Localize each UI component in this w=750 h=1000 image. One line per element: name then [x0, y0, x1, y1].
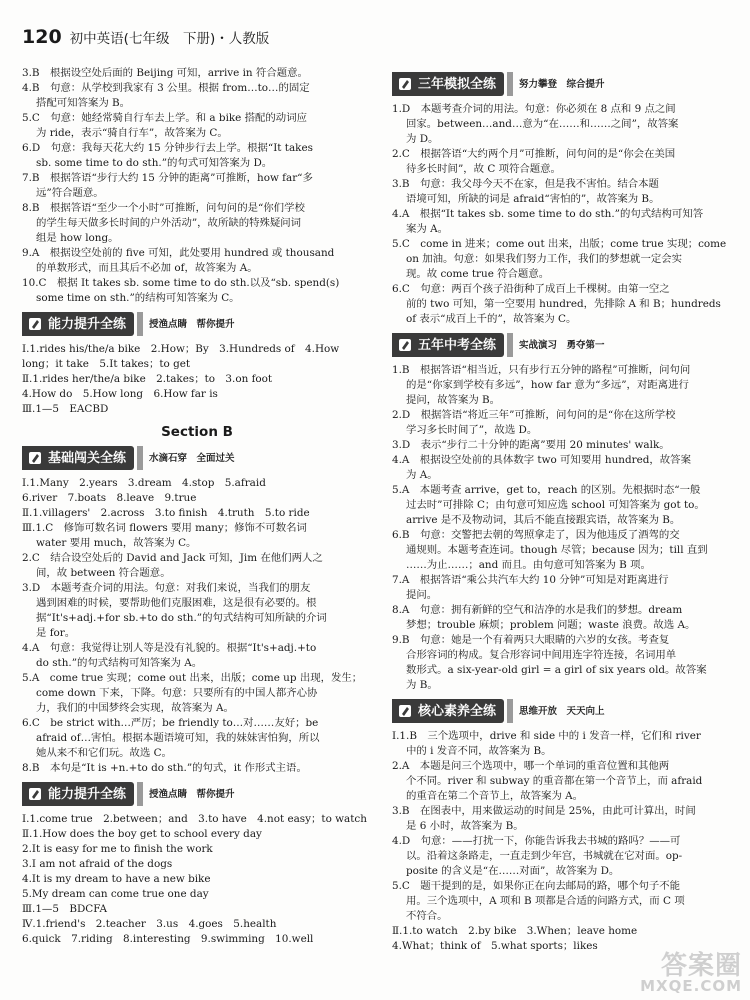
banner-title — [22, 312, 134, 336]
answer-line: 5.C 句意：她经常骑自行车去上学。和 a bike 搭配的动词应 — [22, 112, 307, 124]
section-banner — [392, 72, 732, 96]
answer-line: 是 for。 — [36, 627, 76, 639]
banner-title — [22, 446, 134, 470]
answer-item — [392, 453, 732, 483]
answer-line: 是 6 小时，故答案为 B。 — [406, 820, 524, 832]
answer-line: 6.B 句意：交警把去朝的驾照拿走了，因为他违反了酒驾的交 — [392, 529, 680, 541]
answer-line: 10.C 根据 It takes sb. some time to do sth.以及“sb. spend(s) — [22, 277, 340, 289]
ability-b-line: Ⅱ.1.How does the boy get to school every day — [22, 828, 262, 840]
ability-a-line: Ⅰ.1.rides his/the/a bike 2.How；By 3.Hundreds of 4.How — [22, 343, 340, 355]
pencil-icon — [28, 451, 42, 465]
answer-item — [22, 581, 372, 641]
banner-accent — [507, 72, 513, 96]
banner-accent — [507, 333, 513, 357]
basic-b-line: Ⅱ.1.villagers' 2.across 3.to finish 4.truth 5.to ride — [22, 507, 310, 519]
watermark — [640, 953, 742, 994]
ability-b-line: 3.I am not afraid of the dogs — [22, 858, 173, 870]
answer-item — [22, 66, 372, 81]
banner-accent — [137, 312, 143, 336]
answer-item — [392, 633, 732, 693]
ability-a-line: long；it take 5.It takes；to get — [22, 358, 191, 370]
ability-b-line: 2.It is easy for me to finish the work — [22, 843, 213, 855]
ability-b-line: 6.quick 7.riding 8.interesting 9.swimming 10.well — [22, 933, 314, 945]
banner-title — [392, 333, 504, 357]
answer-item — [22, 641, 372, 671]
answer-line: Ⅲ.1.C 修饰可数名词 flowers 要用 many；修饰不可数名词 — [22, 522, 307, 534]
ability-a-line: 4.How do 5.How long 6.How far is — [22, 388, 218, 400]
answer-line: 4.What；think of 5.what sports；likes — [392, 940, 598, 952]
answer-line: 1.B 根据答语“相当近，只有步行五分钟的路程”可推断，问句问 — [392, 364, 691, 376]
answer-line: 搭配可知答案为 B。 — [36, 97, 131, 109]
answer-item — [22, 716, 372, 761]
answer-line: 3.B 根据设空处后面的 Beijing 可知，arrive in 符合题意。 — [22, 67, 308, 79]
answer-item — [22, 171, 372, 201]
basic-b-answers-block — [22, 521, 372, 776]
banner-title-text: 五年中考全练 — [418, 337, 497, 353]
answer-line: 前的 two 可知，第一空要用 hundred，先排除 A 和 B；hundreds — [406, 298, 721, 310]
banner-title-text: 基础闯关全练 — [48, 450, 127, 466]
answer-line: 4.B 句意：从学校到我家有 3 公里。根据 from…to…的固定 — [22, 82, 310, 94]
answer-line: 3.B 句意：我父母今天不在家，但是我不害怕。结合本题 — [392, 178, 659, 190]
answer-line: afraid of…害怕。根据本题语境可知，我的妹妹害怕狗，所以 — [36, 732, 320, 744]
answer-item — [392, 237, 732, 282]
answer-line: 回家。between…and…意为“在……和……之间”，故答案 — [406, 118, 679, 130]
answer-line: 远”符合题意。 — [36, 187, 104, 199]
section-b-heading: Section B — [161, 424, 233, 440]
answer-line: 7.A 根据答语“乘公共汽车大约 10 分钟”可知是对距离进行 — [392, 574, 669, 586]
banner-subtitle: 授渔点睛 帮你提升 — [149, 788, 235, 800]
ability-b-line: 4.It is my dream to have a new bike — [22, 873, 211, 885]
section-banner — [22, 446, 372, 470]
pencil-icon — [398, 77, 412, 91]
answer-item — [392, 483, 732, 528]
answer-item — [22, 761, 372, 776]
answer-line: 中的 i 发音不同，故答案为 B。 — [406, 745, 552, 757]
answer-line: arrive 是不及物动词，其后不能直接跟宾语，故答案为 B。 — [406, 514, 681, 526]
three-year-block — [392, 102, 732, 327]
answer-line: 为 B。 — [406, 679, 438, 691]
answer-line: 的重音在第二个音节上，故答案为 A。 — [406, 790, 584, 802]
answer-line: 梦想；trouble 麻烦；problem 问题；waste 浪费。故选 A。 — [406, 619, 696, 631]
answer-line: some time on sth.”的结构可知答案为 C。 — [36, 292, 240, 304]
answer-line: 以。沿着这条路走，一直走到少年宫，书城就在它对面。op- — [406, 850, 683, 862]
answer-item — [22, 141, 372, 171]
answer-line: 5.A 本题考查 arrive，get to，reach 的区别。先根据时态“一般 — [392, 484, 701, 496]
answer-line: 5.A come true 实现；come out 出来，出版；come up 出现，发生； — [22, 672, 363, 684]
answer-line: 的是“你家到学校有多远”，how far 意为“多远”，对距离进行 — [406, 379, 689, 391]
banner-title — [22, 782, 134, 806]
answer-line: 为 D。 — [406, 133, 439, 145]
answer-line: 8.B 根据答语“至少一个小时”可推断，问句问的是“你们学校 — [22, 202, 305, 214]
left-column — [22, 66, 372, 947]
answer-line: 5.C 题干提到的是，如果你正在向去邮局的路，哪个句子不能 — [392, 880, 681, 892]
answer-line: sb. some time to do sth.”的句式可知答案为 D。 — [36, 157, 273, 169]
answer-line: 过去时”可排除 C；由句意可知应选 school 可知答案为 got to。 — [406, 499, 705, 511]
answer-line: Ⅰ.1.B 三个选项中，drive 和 side 中的 i 发音一样，它们和 river — [392, 730, 701, 742]
answer-line: 案为 A。 — [406, 223, 448, 235]
answer-line: come down 下来，下降。句意：只要所有的中国人都齐心协 — [36, 687, 318, 699]
answer-line: 1.D 本题考查介词的用法。句意：你必须在 8 点和 9 点之间 — [392, 103, 676, 115]
answer-line: 语境可知，所缺的词是 afraid“害怕的”，故答案为 B。 — [406, 193, 660, 205]
section-banner — [22, 782, 372, 806]
banner-subtitle: 努力攀登 综合提升 — [519, 78, 605, 90]
answer-item — [392, 834, 732, 879]
answer-line: 9.B 句意：她是一个有着两只大眼睛的六岁的女孩。考查复 — [392, 634, 670, 646]
banner-title — [392, 699, 504, 723]
answer-item — [392, 102, 732, 147]
answer-line: ……为止……；and 而且。由句意可知答案为 B 项。 — [406, 559, 651, 571]
banner-title — [392, 72, 504, 96]
banner-accent — [137, 446, 143, 470]
ability-b-line: Ⅲ.1—5 BDCFA — [22, 903, 108, 915]
right-column — [392, 66, 732, 954]
answer-line: 为 ride，表示“骑自行车”，故答案为 C。 — [36, 127, 228, 139]
answer-line: do sth.”的句式结构可知答案为 A。 — [36, 657, 203, 669]
watermark-url: MXQE.COM — [640, 977, 742, 995]
answer-line: 现。故 come true 符合题意。 — [406, 268, 550, 280]
book-title: 初中英语(七年级 下册)・人教版 — [69, 31, 270, 47]
answer-item — [392, 438, 732, 453]
answer-line: 3.D 表示“步行二十分钟的距离”要用 20 minutes' walk。 — [392, 439, 670, 451]
banner-subtitle: 水滴石穿 全面过关 — [149, 452, 235, 464]
answer-line: 间，故 between 符合题意。 — [36, 567, 171, 579]
core-literacy-block — [392, 729, 732, 954]
basic-b-line: 6.river 7.boats 8.leave 9.true — [22, 492, 197, 504]
banner-title-text: 能力提升全练 — [48, 316, 127, 332]
answer-item — [392, 603, 732, 633]
banner-title-text: 核心素养全练 — [418, 703, 497, 719]
answer-item — [392, 363, 732, 408]
answer-line: 6.C 句意：两百个孩子沿街种了成百上千棵树。由第一空之 — [392, 283, 670, 295]
section-banner — [392, 699, 732, 723]
answer-line: 提问，故答案为 B。 — [406, 394, 501, 406]
answer-line: 6.D 句意：我每天花大约 15 分钟步行去上学。根据“It takes — [22, 142, 313, 154]
answer-item — [22, 551, 372, 581]
answer-line: 组是 how long。 — [36, 232, 119, 244]
answer-line: 2.D 根据答语“将近三年”可推断，问句问的是“你在这所学校 — [392, 409, 676, 421]
basic-b-block — [22, 476, 372, 521]
answer-line: 力，我们的中国梦终会实现，故答案为 A。 — [36, 702, 234, 714]
section-a-answers-block — [22, 66, 372, 306]
answer-line: posite 的含义是“在……对面”，故答案为 D。 — [406, 865, 620, 877]
answer-line: 不符合。 — [406, 910, 448, 922]
answer-item — [392, 528, 732, 573]
answer-item — [392, 729, 732, 759]
answer-item — [22, 246, 372, 276]
answer-line: 6.C be strict with…严厉；be friendly to…对……友好；be — [22, 717, 319, 729]
answer-line: 9.A 根据设空处前的 five 可知，此处要用 hundred 或 thousand — [22, 247, 335, 259]
answer-line: 数形式。a six-year-old girl = a girl of six years old。故答案 — [406, 664, 707, 676]
answer-item — [392, 879, 732, 924]
answer-item — [22, 276, 372, 306]
answer-line: 4.A 句意：我觉得让别人等是没有礼貌的。根据“It's+adj.+to — [22, 642, 317, 654]
answer-line: 2.C 结合设空处后的 David and Jack 可知，Jim 在他们两人之 — [22, 552, 323, 564]
five-year-block — [392, 363, 732, 693]
answer-line: 的单数形式，而且其后不必加 of，故答案为 A。 — [36, 262, 258, 274]
answer-line: 遇到困难的时候，要帮助他们克服困难，这是很有必要的。根 — [36, 597, 317, 609]
answer-item — [392, 177, 732, 207]
ability-b-line: Ⅰ.1.come true 2.between；and 3.to have 4.not easy；to watch — [22, 813, 367, 825]
banner-accent — [507, 699, 513, 723]
answer-line: 用。三个选项中，A 项和 B 项都是合适的问路方式，而 C 项 — [406, 895, 685, 907]
answer-line: 待多长时间”，故 C 项符合题意。 — [406, 163, 561, 175]
answer-line: 通规则。本题考查连词。though 尽管；because 因为；till 直到 — [406, 544, 708, 556]
ability-b-line: Ⅳ.1.friend's 2.teacher 3.us 4.goes 5.health — [22, 918, 277, 930]
answer-item — [392, 408, 732, 438]
answer-line: 4.A 根据设空处前的具体数字 two 可知要用 hundred，故答案 — [392, 454, 691, 466]
pencil-icon — [398, 338, 412, 352]
answer-item — [22, 671, 372, 716]
banner-subtitle: 授渔点睛 帮你提升 — [149, 318, 235, 330]
ability-b-block — [22, 812, 372, 947]
answer-line: 5.C come in 进来；come out 出来，出版；come true 实现；come — [392, 238, 727, 250]
answer-line: 2.A 本题是问三个选项中，哪一个单词的重音位置和其他两 — [392, 760, 670, 772]
answer-line: 个不同。river 和 subway 的重音都在第一个音节上，而 afraid — [406, 775, 703, 787]
banner-subtitle: 思维开放 天天向上 — [519, 705, 605, 717]
answer-line: 据“It's+adj.+for sb.+to do sth.”的句式结构可知所缺的介词 — [36, 612, 327, 624]
ability-b-line: 5.My dream can come true one day — [22, 888, 209, 900]
answer-line: 4.A 根据“It takes sb. some time to do sth.”的句式结构可知答 — [392, 208, 704, 220]
pencil-icon — [398, 704, 412, 718]
banner-subtitle: 实战演习 勇夺第一 — [519, 339, 605, 351]
answer-line: 3.D 本题考查介词的用法。句意：对我们来说，当我们的朋友 — [22, 582, 311, 594]
answer-item — [22, 201, 372, 246]
basic-b-line: Ⅰ.1.Many 2.years 3.dream 4.stop 5.afraid — [22, 477, 266, 489]
answer-item — [22, 111, 372, 141]
answer-item — [392, 207, 732, 237]
answer-item — [392, 924, 732, 939]
ability-a-line: Ⅱ.1.rides her/the/a bike 2.takes；to 3.on foot — [22, 373, 273, 385]
banner-title-text: 三年模拟全练 — [418, 76, 497, 92]
answer-line: water 要用 much，故答案为 C。 — [36, 537, 197, 549]
answer-line: 7.B 根据答语“步行大约 15 分钟的距离”可推断，how far“多 — [22, 172, 313, 184]
page-header — [22, 26, 270, 58]
answer-line: 2.C 根据答语“大约两个月”可推断，问句问的是“你会在美国 — [392, 148, 676, 160]
answer-line: 的学生每天做多长时间的户外活动”，故所缺的特殊疑问词 — [36, 217, 302, 229]
answer-item — [392, 573, 732, 603]
answer-item — [392, 282, 732, 327]
answer-line: Ⅱ.1.to watch 2.by bike 3.When；leave home — [392, 925, 638, 937]
watermark-title: 答案圈 — [660, 951, 742, 981]
answer-item — [392, 804, 732, 834]
pencil-icon — [28, 787, 42, 801]
page-number: 120 — [22, 26, 62, 48]
answer-line: 4.D 句意：——打扰一下，你能告诉我去书城的路吗？——可 — [392, 835, 681, 847]
ability-a-block — [22, 342, 372, 417]
answer-line: 8.A 句意：拥有新鲜的空气和洁净的水是我们的梦想。dream — [392, 604, 683, 616]
banner-accent — [137, 782, 143, 806]
section-banner — [22, 312, 372, 336]
pencil-icon — [28, 317, 42, 331]
banner-title-text: 能力提升全练 — [48, 786, 127, 802]
answer-line: 为 A。 — [406, 469, 438, 481]
answer-line: 合形容词的构成。复合形容词中间用连字符连接，名词用单 — [406, 649, 677, 661]
answer-line: 3.B 在图表中，用来做运动的时间是 25%，由此可计算出，时间 — [392, 805, 696, 817]
answer-line: 8.B 本句是“It is +n.+to do sth.”的句式，it 作形式主语。 — [22, 762, 307, 774]
ability-a-line: Ⅲ.1—5 EACBD — [22, 403, 109, 415]
answer-item — [392, 147, 732, 177]
answer-item — [22, 521, 372, 551]
answer-line: on 加油。句意：如果我们努力工作，我们的梦想就一定会实 — [406, 253, 683, 265]
answer-line: 她从来不和它们玩。故选 C。 — [36, 747, 172, 759]
answer-line: 提问。 — [406, 589, 438, 601]
answer-item — [392, 759, 732, 804]
answer-line: 学习多长时间了”，故选 D。 — [406, 424, 538, 436]
answer-line: of 表示“成百上千的”，故答案为 C。 — [406, 313, 577, 325]
answer-item — [22, 81, 372, 111]
section-banner — [392, 333, 732, 357]
